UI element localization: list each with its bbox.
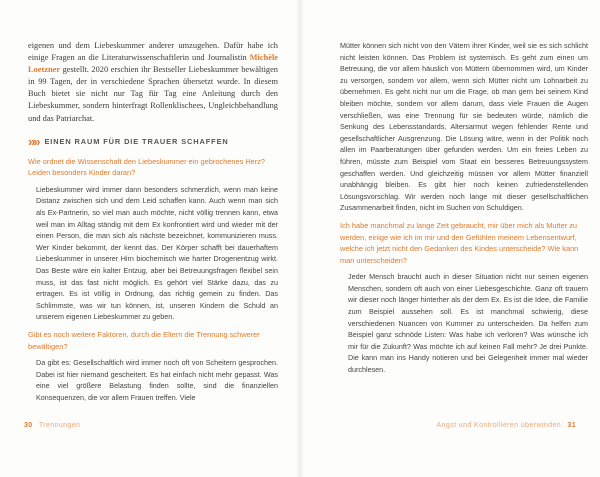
- book-gutter: [296, 0, 304, 477]
- right-column: [340, 40, 588, 376]
- right-footer: [437, 422, 580, 429]
- running-title-left: Trennungen: [38, 422, 81, 429]
- page-number-left: 30: [24, 422, 33, 429]
- page-number-right: 31: [567, 422, 576, 429]
- section-title: EINEN RAUM FÜR DIE TRAUER SCHAFFEN: [44, 136, 229, 146]
- interview-question-1: Wie ordnet die Wissenschaft den Liebeskummer ein gebrochenes Herz? Leiden besonders Kinder daran?: [28, 156, 266, 178]
- interview-answer-2: Da gibt es: Gesellschaftlich wird immer noch oft von Scheitern gesprochen. Dabei ist hier niemand gescheitert. Es hat einfach nicht mehr gepasst. Was eine viel größere Belastung finden sollte, sind die finanziellen Konsequenzen, die vor allem Frauen treffen. Viele: [36, 358, 278, 402]
- author-name: Michèle Loetzner: [28, 53, 278, 75]
- right-page: [300, 0, 600, 477]
- intro-text-part-1: eigenen und dem Liebeskummer anderer umzugehen. Dafür habe ich einige Fragen an die Literaturwissenschaftlerin und Journalistin: [28, 41, 278, 63]
- left-footer: [20, 422, 80, 429]
- intro-text-part-2: gestellt. 2020 erschien ihr Bestseller Liebeskummer bewältigen in 99 Tagen, der in verschiedene Sprachen übersetzt wurde. In diesem Buch bietet sie nicht nur Tag für Tag eine Anleitung durch den Liebeskummer, sondern hinterfragt Rollenklischees, Ungleichbehandlung und das Patriarchat.: [28, 65, 278, 123]
- chevron-marks-icon: »»: [28, 133, 39, 149]
- left-column: [28, 40, 278, 404]
- interview-answer-1: Liebeskummer wird immer dann besonders schmerzlich, wenn man keine Distanz zwischen sich und dem Leid schaffen kann. Auch wenn man sich als Ex-Partnerin, so viel man auch möchte, nicht völlig trennen kann, etwa weil man im Alltag ständig mit dem Ex konfrontiert wird und wieder mit der einen Person, die man sich als nächste bezeichnet, kommunizieren muss. Wer Kinder bekommt, der kennt das. Der Körper schafft bei dauerhaftem Liebeskummer in unserer Hirn biochemisch wie harter Drogenentzug wirkt. Das Beste wäre ein kalter Entzug, aber bei Betreuungsfragen flexibel sein muss, ist das fast nicht möglich. Es gehört viel Stärke dazu, das zu ertragen. Es ist völlig in Ordnung, das richtig gemein zu finden. Das Schlimmste, was wir tun können, ist, unseren Kindern die Schuld an unserem eigenen Liebeskummer zu geben.: [36, 184, 278, 322]
- interview-answer-3: Jeder Mensch braucht auch in dieser Situation nicht nur seinen eigenen Menschen, sondern oft auch von einer Liebesgeschichte. Ganz oft trauern wir dieser noch länger hinterher als der dem Ex. Es ist die Idee, die Familie zum Beispiel aussehen soll. Es ist manchmal schwierig, diese verschiedenen Nuancen von Kummer zu unterscheiden. Da helfen zum Beispiel ganz schnöde Listen: Was habe ich verloren? Was wünsche ich mir für die Zukunft? Was möchte ich auf keinen Fall mehr? Je drei Punkte. Die kann man ins Handy notieren und bei Gelegenheit immer mal wieder durchlesen.: [348, 272, 588, 375]
- interview-question-3: Ich habe manchmal zu lange Zeit gebraucht, mir über mich als Mutter zu werden, einige wie ich im mir und den Gefühlen meinem Lebensentwurf, welche ich jetzt nicht den Gedanken des Kindes unterscheide? Wie kann man unterscheiden?: [340, 220, 579, 265]
- running-title-right: Angst und Kontrollieren überwinden: [436, 422, 562, 429]
- interview-question-2: Gibt es noch weitere Faktoren, durch die Eltern die Trennung schwerer bewältigen?: [28, 329, 260, 351]
- intro-paragraph: [28, 40, 278, 125]
- section-heading: [28, 134, 278, 149]
- continued-answer: Mütter können sich nicht von den Vätern ihrer Kinder, weil sie es sich schlicht nicht leisten können. Das Problem ist systemisch. Es geht zum einen um Betreuung, die vor allem häuslich von Müttern übernommen wird, um Kinder zu versorgen, sondern vor allem, wenn sich Mütter nicht um Lohnarbeit zu übernehmen. Es geht nicht nur um die Frage, ob man gern bei seinem Kind bleiben möchte, sondern vor allem darum, dass viele Frauen die Augen verschließen, was eine Trennung für sie bedeuten würde, nämlich die Senkung des Lebensstandards, Altersarmut wegen fehlender Rente und gesellschaftlicher Ausgrenzung. Die Lösung wäre, wenn in der Politik noch allen im Paarberatungen über gefunden werden. Um ein freies Leben zu führen, müsste zum Beispiel vom Staat ein besseres Betreuungssystem geschaffen werden. Und gleichzeitig müssen vor allem Mütter finanziell unabhängig bleiben. Es gibt hier noch keinen zufriedenstellenden Lösungsvorschlag. Wir werden noch lange mit dieser gesellschaftlichen Zusammenarbeit finden, nicht im Suchen von Schuldigen.: [340, 41, 588, 213]
